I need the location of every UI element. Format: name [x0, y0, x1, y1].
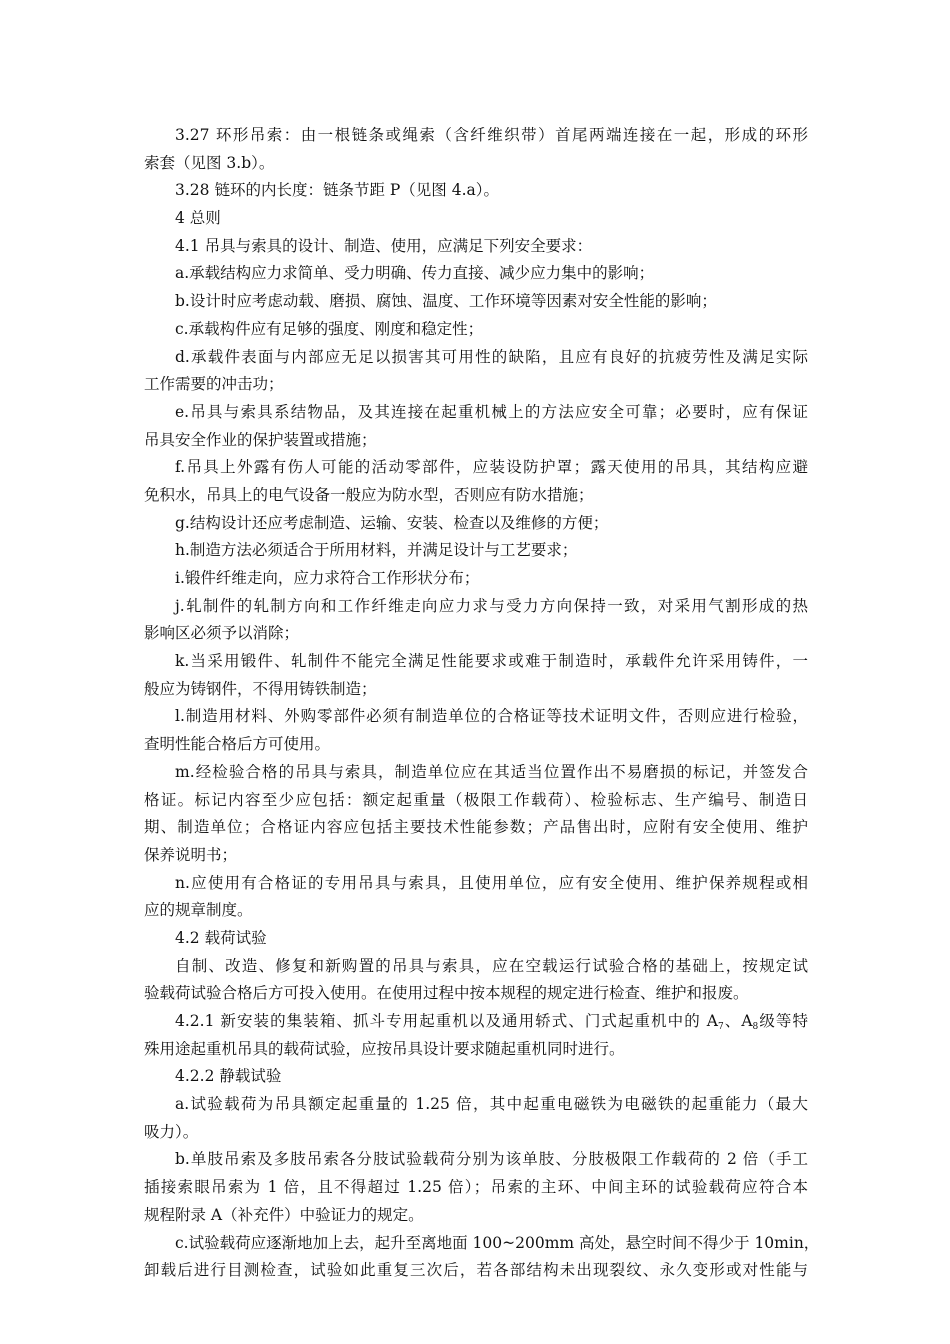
text-line: 索套（见图 3.b）。 [144, 153, 275, 172]
text-line: e.吊具与索具系结物品，及其连接在起重机械上的方法应安全可靠；必要时，应有保证 [175, 402, 808, 421]
text-line: m.经检验合格的吊具与索具，制造单位应在其适当位置作出不易磨损的标记，并签发合 [175, 762, 808, 781]
text-line: 免积水，吊具上的电气设备一般应为防水型，否则应有防水措施； [144, 485, 594, 504]
text-line: 卸载后进行目测检查，试验如此重复三次后，若各部结构未出现裂纹、永久变形或对性能与 [144, 1261, 808, 1280]
text-line: b.单肢吊索及多肢吊索各分肢试验载荷分别为该单肢、分肢极限工作载荷的 2 倍（手工 [175, 1150, 808, 1169]
text-line: f.吊具上外露有伤人可能的活动零部件，应装设防护罩；露天使用的吊具，其结构应避 [175, 458, 808, 477]
text-line: 期、制造单位；合格证内容应包括主要技术性能参数；产品售出时，应附有安全使用、维护 [144, 818, 808, 837]
text-line: 应的规章制度。 [144, 901, 253, 920]
section-heading: 4.2.2 静载试验 [175, 1067, 282, 1086]
text-line: l.制造用材料、外购零部件必须有制造单位的合格证等技术证明文件，否则应进行检验， [175, 707, 808, 726]
subscript: 7 [717, 1022, 724, 1032]
text-line: d.承载件表面与内部应无足以损害其可用性的缺陷，且应有良好的抗疲劳性及满足实际 [175, 347, 808, 366]
text-line: 3.28 链环的内长度：链条节距 P（见图 4.a）。 [175, 181, 500, 200]
text-segment: 级等特 [758, 1012, 808, 1030]
text-line: 般应为铸钢件，不得用铸铁制造； [144, 679, 377, 698]
text-line: n.应使用有合格证的专用吊具与索具，且使用单位，应有安全使用、维护保养规程或相 [175, 873, 808, 892]
document-body [144, 122, 820, 1285]
text-line: 规程附录 A（补充件）中验证力的规定。 [144, 1205, 424, 1224]
text-line: c.试验载荷应逐渐地加上去，起升至离地面 100~200mm 高处，悬空时间不得少于 10min， [175, 1233, 820, 1252]
text-line: h.制造方法必须适合于所用材料，并满足设计与工艺要求； [175, 541, 578, 560]
section-heading: 4 总则 [175, 209, 221, 228]
text-line: c.承载构件应有足够的强度、刚度和稳定性； [175, 319, 484, 338]
text-line: k.当采用锻件、轧制件不能完全满足性能要求或难于制造时，承载件允许采用铸件，一 [175, 652, 808, 671]
section-heading: 4.2 载荷试验 [175, 928, 267, 947]
text-line: 吸力）。 [144, 1122, 199, 1141]
text-line: 殊用途起重机吊具的载荷试验，应按吊具设计要求随起重机同时进行。 [144, 1039, 625, 1058]
text-line: 3.27 环形吊索：由一根链条或绳索（含纤维织带）首尾两端连接在一起，形成的环形 [175, 126, 808, 144]
text-line: 保养说明书； [144, 845, 238, 864]
text-line: a.试验载荷为吊具额定起重量的 1.25 倍，其中起重电磁铁为电磁铁的起重能力（最大 [175, 1095, 808, 1114]
text-line: 自制、改造、修复和新购置的吊具与索具，应在空载运行试验合格的基础上，按规定试 [175, 956, 808, 975]
text-line [144, 1008, 808, 1036]
text-line: a.承载结构应力求简单、受力明确、传力直接、减少应力集中的影响； [175, 264, 655, 283]
text-line: 验载荷试验合格后方可投入使用。在使用过程中按本规程的规定进行检查、维护和报废。 [144, 984, 749, 1003]
text-segment: 、A [723, 1012, 753, 1030]
text-line: 影响区必须予以消除； [144, 624, 300, 643]
text-line: 工作需要的冲击功； [144, 375, 284, 394]
subscript: 8 [752, 1022, 759, 1032]
text-line: i.锻件纤维走向，应力求符合工作形状分布； [175, 569, 480, 587]
text-line: 格证。标记内容至少应包括：额定起重量（极限工作载荷）、检验标志、生产编号、制造日 [144, 790, 808, 809]
text-line: 吊具安全作业的保护装置或措施； [144, 430, 377, 449]
text-line: j.轧制件的轧制方向和工作纤维走向应力求与受力方向保持一致，对采用气割形成的热 [175, 596, 808, 615]
text-line: b.设计时应考虑动载、磨损、腐蚀、温度、工作环境等因素对安全性能的影响； [175, 292, 717, 311]
text-line: 查明性能合格后方可使用。 [144, 735, 331, 754]
text-segment: 4.2.1 新安装的集装箱、抓斗专用起重机以及通用轿式、门式起重机中的 A [175, 1012, 718, 1030]
text-line: g.结构设计还应考虑制造、运输、安装、检查以及维修的方便； [175, 513, 609, 532]
text-line: 插接索眼吊索为 1 倍，且不得超过 1.25 倍）；吊索的主环、中间主环的试验载荷应符合本 [144, 1178, 808, 1197]
text-line: 4.1 吊具与索具的设计、制造、使用，应满足下列安全要求： [175, 236, 593, 255]
